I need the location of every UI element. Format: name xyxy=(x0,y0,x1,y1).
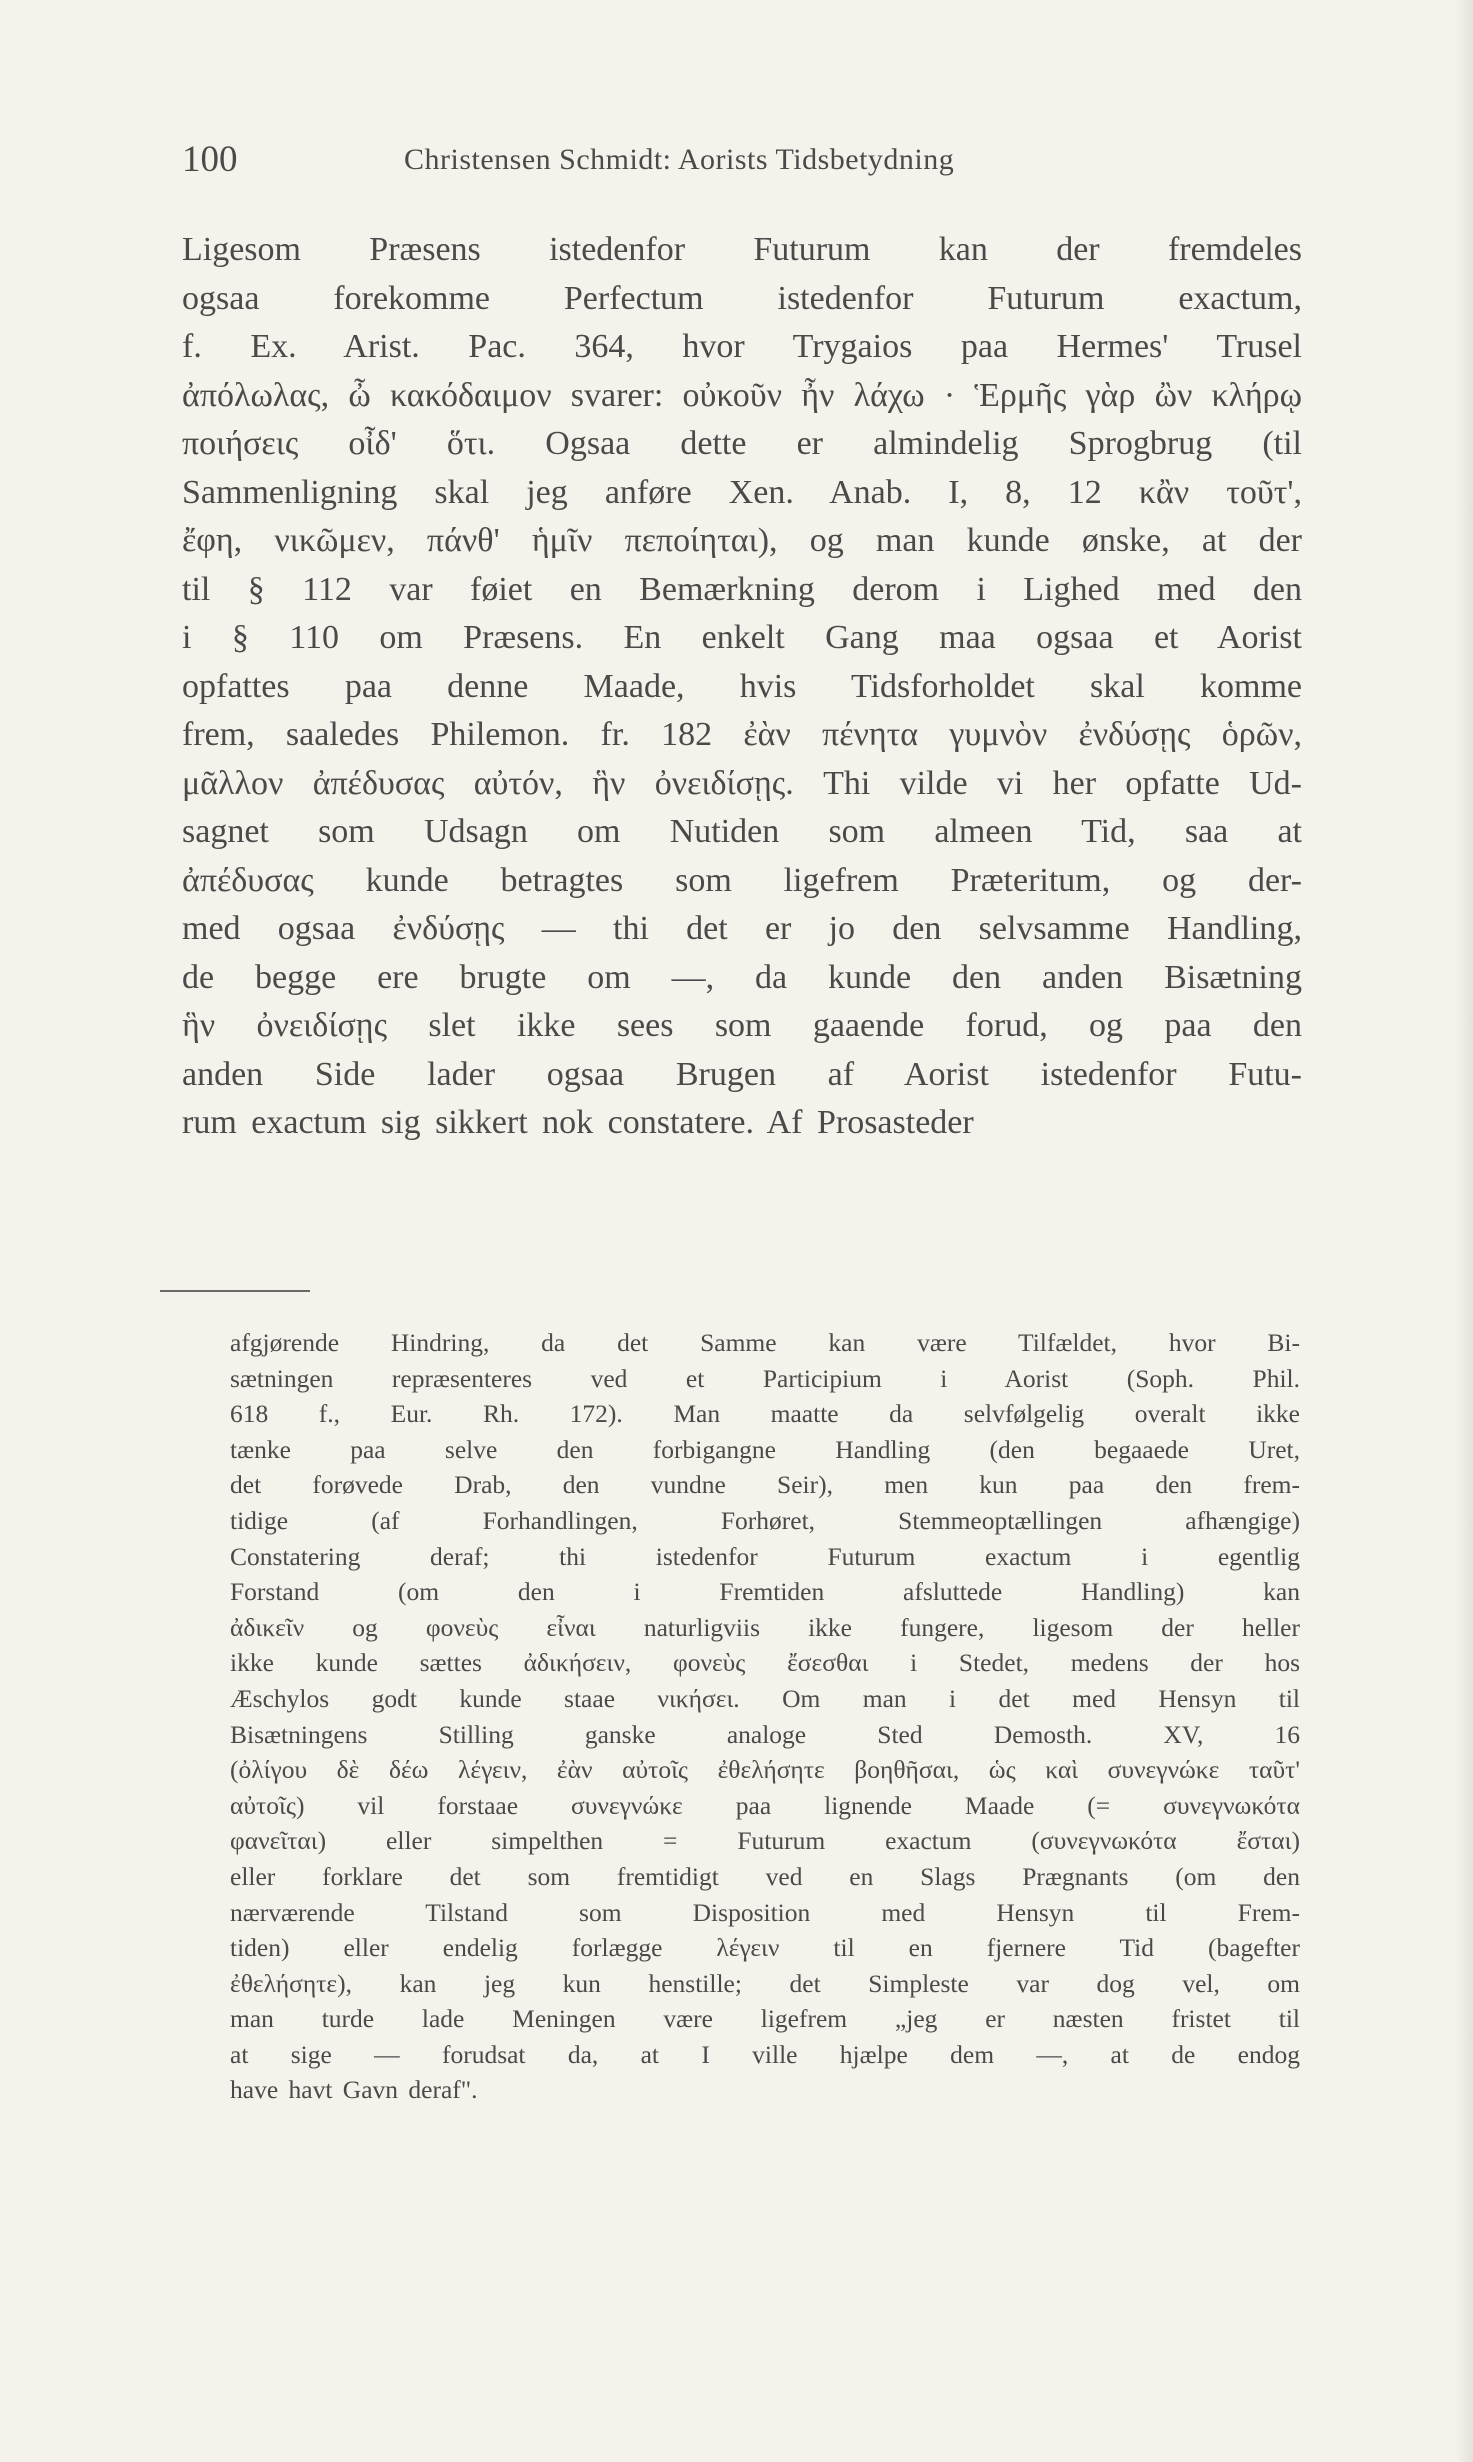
footnote-line: afgjørende Hindring, da det Samme kan være Tilfældet, hvor Bi- xyxy=(230,1328,1300,1357)
footnote-divider xyxy=(160,1290,310,1292)
footnote-line: tidige (af Forhandlingen, Forhøret, Stemmeoptællingen afhængige) xyxy=(230,1505,1300,1535)
body-line: i § 110 om Præsens. En enkelt Gang maa ogsaa et Aorist xyxy=(182,619,1302,656)
body-line: sagnet som Udsagn om Nutiden som almeen Tid, saa at xyxy=(182,813,1302,850)
footnote-line: Æschylos godt kunde staae νικήσει. Om man i det med Hensyn til xyxy=(230,1683,1300,1713)
footnote-line: (ὀλίγου δὲ δέω λέγειν, ἐὰν αὐτοῖς ἐθελήσητε βοηθῆσαι, ὡς καὶ συνεγνώκε ταῦτ' xyxy=(230,1755,1300,1785)
footnote-line: ἐθελήσητε), kan jeg kun henstille; det Simpleste var dog vel, om xyxy=(230,1968,1300,1998)
footnote-line: ikke kunde sættes ἀδικήσειν, φονεὺς ἔσεσθαι i Stedet, medens der hos xyxy=(230,1648,1300,1678)
footnote-line: det forøvede Drab, den vundne Seir), men kun paa den frem- xyxy=(230,1470,1300,1500)
footnote-line: 618 f., Eur. Rh. 172). Man maatte da selvfølgelig overalt ikke xyxy=(230,1399,1300,1429)
page-number: 100 xyxy=(182,139,238,180)
body-line: frem, saaledes Philemon. fr. 182 ἐὰν πένητα γυμνὸν ἐνδύσῃς ὁρῶν, xyxy=(182,716,1302,753)
body-line: med ogsaa ἐνδύσῃς — thi det er jo den selvsamme Handling, xyxy=(182,910,1302,947)
body-line: rum exactum sig sikkert nok constatere. Af Prosasteder xyxy=(182,1104,974,1141)
footnote-line: Forstand (om den i Fremtiden afsluttede Handling) kan xyxy=(230,1577,1300,1607)
body-line: Ligesom Præsens istedenfor Futurum kan der fremdeles xyxy=(182,231,1302,268)
footnote-line: man turde lade Meningen være ligefrem „jeg er næsten fristet til xyxy=(230,2004,1300,2034)
body-line: f. Ex. Arist. Pac. 364, hvor Trygaios paa Hermes' Trusel xyxy=(182,328,1302,365)
body-line: de begge ere brugte om —, da kunde den anden Bisætning xyxy=(182,958,1302,996)
footnote-line: sætningen repræsenteres ved et Participium i Aorist (Soph. Phil. xyxy=(230,1363,1300,1393)
page-header xyxy=(182,136,1342,186)
body-line: ogsaa forekomme Perfectum istedenfor Futurum exactum, xyxy=(182,279,1302,317)
body-line: ἔφη, νικῶμεν, πάνθ' ἡμῖν πεποίηται), og man kunde ønske, at der xyxy=(182,522,1302,559)
body-line: μᾶλλον ἀπέδυσας αὐτόν, ἣν ὀνειδίσῃς. Thi vilde vi her opfatte Ud- xyxy=(182,764,1302,802)
page-edge-shadow xyxy=(1455,0,1473,2462)
footnote-line: have havt Gavn deraf". xyxy=(230,2075,478,2105)
footnote-line: at sige — forudsat da, at I ville hjælpe dem —, at de endog xyxy=(230,2039,1300,2069)
footnote-line: nærværende Tilstand som Disposition med Hensyn til Frem- xyxy=(230,1897,1300,1927)
footnote-line: tænke paa selve den forbigangne Handling (den begaaede Uret, xyxy=(230,1434,1300,1464)
body-line: opfattes paa denne Maade, hvis Tidsforholdet skal komme xyxy=(182,667,1302,705)
footnote-line: ἀδικεῖν og φονεὺς εἶναι naturligviis ikke fungere, ligesom der heller xyxy=(230,1612,1300,1642)
body-line: ἀπέδυσας kunde betragtes som ligefrem Præteritum, og der- xyxy=(182,861,1302,899)
footnote-line: Constatering deraf; thi istedenfor Futurum exactum i egentlig xyxy=(230,1541,1300,1571)
body-line: til § 112 var føiet en Bemærkning derom i Lighed med den xyxy=(182,570,1302,608)
footnote-line: αὐτοῖς) vil forstaae συνεγνώκε paa lignende Maade (= συνεγνωκότα xyxy=(230,1790,1300,1820)
running-head: Christensen Schmidt: Aorists Tidsbetydning xyxy=(404,143,955,176)
footnote xyxy=(230,1325,1300,2108)
footnote-line: Bisætningens Stilling ganske analoge Sted Demosth. XV, 16 xyxy=(230,1719,1300,1749)
body-line: ἣν ὀνειδίσῃς slet ikke sees som gaaende forud, og paa den xyxy=(182,1007,1302,1044)
body-line: ἀπόλωλας, ὦ κακόδαιμον svarer: οὐκοῦν ἦν λάχω · Ἑρμῆς γὰρ ὢν κλήρῳ xyxy=(182,376,1302,414)
body-text xyxy=(182,226,1302,1148)
body-line: Sammenligning skal jeg anføre Xen. Anab. I, 8, 12 κἂν τοῦτ', xyxy=(182,473,1302,511)
footnote-line: φανεῖται) eller simpelthen = Futurum exactum (συνεγνωκότα ἔσται) xyxy=(230,1826,1300,1856)
body-line: anden Side lader ogsaa Brugen af Aorist istedenfor Futu- xyxy=(182,1055,1302,1093)
footnote-line: eller forklare det som fremtidigt ved en Slags Prægnants (om den xyxy=(230,1861,1300,1891)
body-line: ποιήσεις οἶδ' ὅτι. Ogsaa dette er almindelig Sprogbrug (til xyxy=(182,425,1302,462)
footnote-line: tiden) eller endelig forlægge λέγειν til en fjernere Tid (bagefter xyxy=(230,1933,1300,1963)
